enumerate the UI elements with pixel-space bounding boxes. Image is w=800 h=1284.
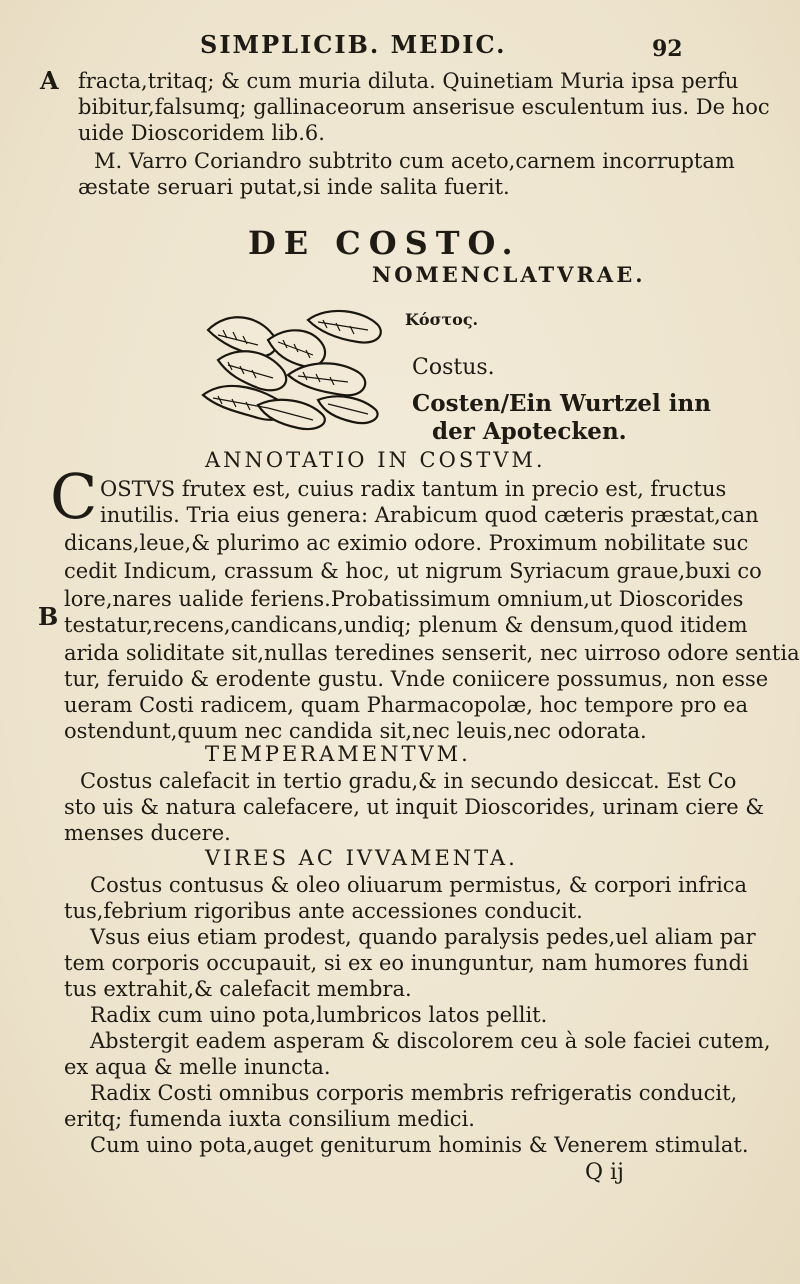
costus-root-woodcut	[198, 300, 388, 435]
text-line: tus,febrium rigoribus ante accessiones conducit.	[64, 899, 583, 923]
text-line: Vsus eius etiam prodest, quando paralysis pedes,uel aliam par	[90, 925, 756, 949]
text-line: fracta,tritaq; & cum muria diluta. Quinetiam Muria ipsa perfu	[78, 69, 739, 93]
text-line: M. Varro Coriandro subtrito cum aceto,carnem incorruptam	[94, 149, 735, 173]
section-heading-nomenclature: NOMENCLATVRAE.	[372, 262, 646, 287]
text-line: tus extrahit,& calefacit membra.	[64, 977, 412, 1001]
drop-cap: C	[50, 460, 98, 533]
text-line: Radix Costi omnibus corporis membris refrigeratis conducit,	[90, 1081, 738, 1105]
text-line: Abstergit eadem asperam & discolorem ceu à sole faciei cutem,	[90, 1029, 771, 1053]
section-heading-temperamentum: TEMPERAMENTVM.	[205, 742, 471, 766]
text-line: tem corporis occupauit, si ex eo inunguntur, nam humores fundi	[64, 951, 749, 975]
margin-letter-b: B	[38, 602, 59, 631]
text-line: Costus calefacit in tertio gradu,& in secundo desiccat. Est Co	[80, 769, 737, 793]
german-name-line: Costen/Ein Wurtzel inn	[412, 390, 711, 417]
latin-name: Costus.	[412, 355, 495, 380]
text-line: OSTVS frutex est, cuius radix tantum in precio est, fructus	[100, 477, 727, 501]
text-line: tur, feruido & erodente gustu. Vnde coniicere possumus, non esse	[64, 667, 769, 691]
greek-name: Κόστος.	[405, 310, 479, 329]
text-line: uide Dioscoridem lib.6.	[78, 121, 325, 145]
text-line: cedit Indicum, crassum & hoc, ut nigrum Syriacum graue,buxi co	[64, 559, 762, 583]
text-line: menses ducere.	[64, 821, 231, 845]
page-number: 92	[652, 36, 683, 62]
text-line: ex aqua & melle inuncta.	[64, 1055, 331, 1079]
text-line: sto uis & natura calefacere, ut inquit Dioscorides, urinam ciere &	[64, 795, 765, 819]
chapter-title: DE COSTO.	[248, 224, 521, 262]
margin-letter-a: A	[40, 66, 59, 95]
text-line: Cum uino pota,auget geniturum hominis & Venerem stimulat.	[90, 1133, 749, 1157]
text-line: Costus contusus & oleo oliuarum permistus, & corpori infrica	[90, 873, 748, 897]
annotation-heading: ANNOTATIO IN COSTVM.	[205, 448, 546, 472]
text-line: ostendunt,quum nec candida sit,nec leuis,nec odorata.	[64, 719, 647, 743]
text-line: eritq; fumenda iuxta consilium medici.	[64, 1107, 475, 1131]
catchword: Q ij	[585, 1160, 624, 1185]
text-line: ueram Costi radicem, quam Pharmacopolæ, hoc tempore pro ea	[64, 693, 748, 717]
text-line: arida soliditate sit,nullas teredines senserit, nec uirroso odore sentia	[64, 641, 800, 665]
text-line: inutilis. Tria eius genera: Arabicum quod cæteris præstat,can	[100, 503, 759, 527]
german-name-line: der Apotecken.	[432, 418, 627, 445]
text-line: Radix cum uino pota,lumbricos latos pellit.	[90, 1003, 548, 1027]
running-header: SIMPLICIB. MEDIC.	[200, 30, 507, 59]
text-line: æstate seruari putat,si inde salita fuerit.	[78, 175, 510, 199]
text-line: lore,nares ualide feriens.Probatissimum omnium,ut Dioscorides	[64, 587, 744, 611]
text-line: bibitur,falsumq; gallinaceorum anserisue esculentum ius. De hoc	[78, 95, 770, 119]
text-line: dicans,leue,& plurimo ac eximio odore. Proximum nobilitate suc	[64, 531, 749, 555]
section-heading-vires: VIRES AC IVVAMENTA.	[205, 846, 518, 870]
text-line: testatur,recens,candicans,undiq; plenum & densum,quod itidem	[64, 613, 748, 637]
